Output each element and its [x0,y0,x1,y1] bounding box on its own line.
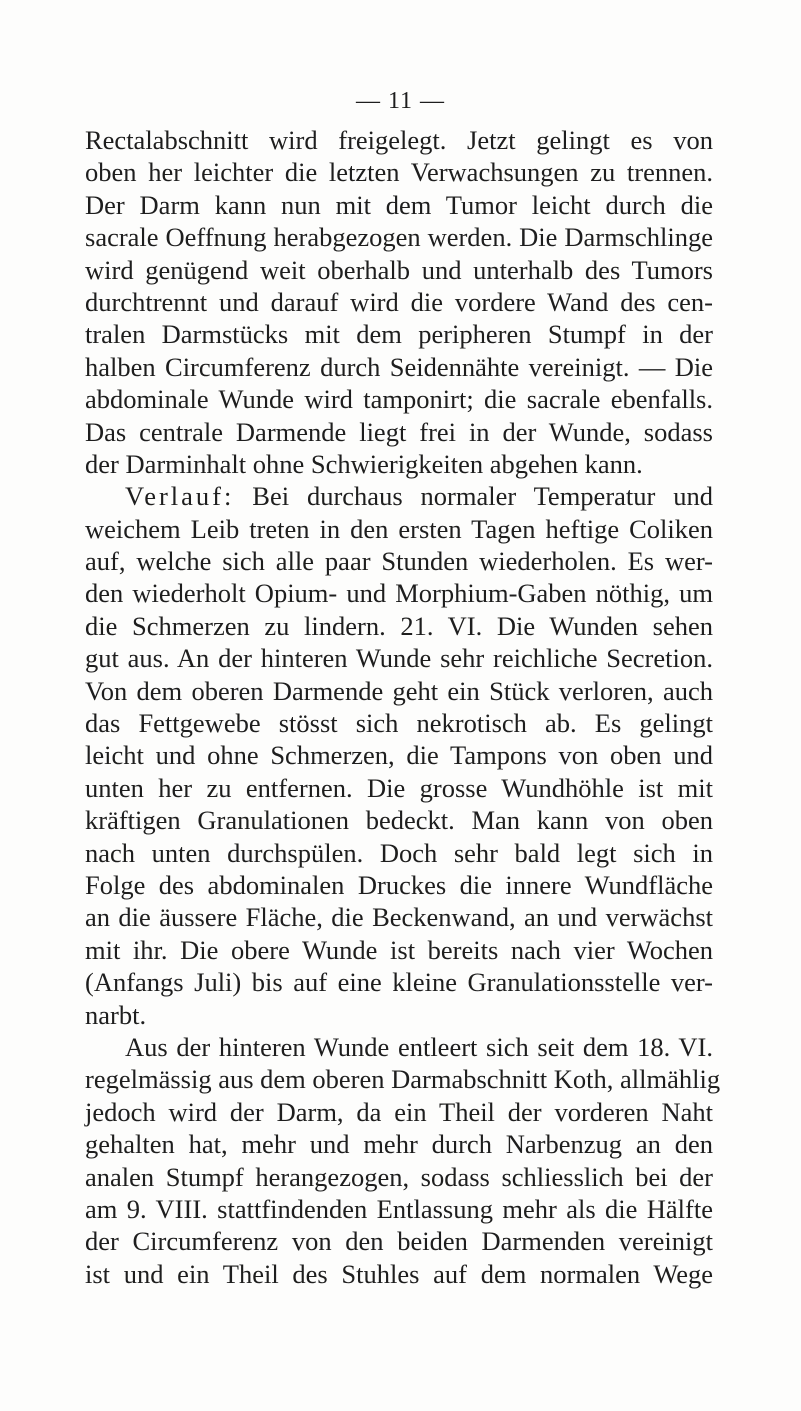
text-line: mit ihr. Die obere Wunde ist bereits nach vier Wochen [85,934,713,965]
text-line: gehalten hat, mehr und mehr durch Narbenzug an den [85,1129,713,1160]
text-line: Der Darm kann nun mit dem Tumor leicht durch die [85,189,713,220]
text-line: das Fettgewebe stösst sich nekrotisch ab. Es gelingt [85,708,713,739]
verlauf-label: Verlauf: [125,481,235,512]
text-line: narbt. [85,999,147,1030]
text-line: auf, welche sich alle paar Stunden wiederholen. Es wer- [85,546,713,577]
text-line: sacrale Oeffnung herabgezogen werden. Die Darmschlinge [85,222,713,253]
text-line: (Anfangs Juli) bis auf eine kleine Granulationsstelle ver- [85,967,713,998]
text-line: wird genügend weit oberhalb und unterhalb des Tumors [85,254,713,285]
text-line: weichem Leib treten in den ersten Tagen heftige Coliken [85,513,713,544]
text-line: gut aus. An der hinteren Wunde sehr reichliche Secretion. [85,643,713,674]
text-line: jedoch wird der Darm, da ein Theil der vorderen Naht [85,1096,713,1127]
text-line: die Schmerzen zu lindern. 21. VI. Die Wunden sehen [85,610,713,641]
text-line: der Darminhalt ohne Schwierigkeiten abgehen kann. [85,448,643,479]
text-line: leicht und ohne Schmerzen, die Tampons von oben und [85,740,713,771]
text-line: Rectalabschnitt wird freigelegt. Jetzt gelingt es von [85,125,713,155]
text-line: Das centrale Darmende liegt frei in der Wunde, sodass [85,416,713,447]
text-line: abdominale Wunde wird tamponirt; die sacrale ebenfalls. [85,384,713,415]
verlauf-line [85,480,713,512]
text-line: der Circumferenz von den beiden Darmenden vereinigt [85,1226,713,1257]
text-line: ist und ein Theil des Stuhles auf dem normalen Wege [85,1258,713,1289]
text-line: analen Stumpf herangezogen, sodass schliesslich bei der [85,1161,713,1192]
text-line: an die äussere Fläche, die Beckenwand, an und verwächst [85,902,713,933]
verlauf-text: Bei durchaus normaler Temperatur und [252,481,713,512]
text-line: oben her leichter die letzten Verwachsungen zu trennen. [85,157,713,188]
text-line: Folge des abdominalen Druckes die innere Wundfläche [85,869,713,900]
text-line: tralen Darmstücks mit dem peripheren Stumpf in der [85,319,713,350]
body-text [85,124,721,1290]
text-line: unten her zu entfernen. Die grosse Wundhöhle ist mit [85,772,713,803]
text-line: Aus der hinteren Wunde entleert sich seit dem 18. VI. [125,1031,713,1062]
page-number: — 11 — [355,88,446,114]
text-line: durchtrennt und darauf wird die vordere Wand des cen- [85,286,713,317]
text-line: nach unten durchspülen. Doch sehr bald legt sich in [85,837,713,868]
text-line: am 9. VIII. stattfindenden Entlassung mehr als die Hälfte [85,1193,713,1224]
text-line: den wiederholt Opium- und Morphium-Gaben nöthig, um [85,578,713,609]
text-line: kräftigen Granulationen bedeckt. Man kann von oben [85,805,713,836]
text-line: Von dem oberen Darmende geht ein Stück verloren, auch [85,675,713,706]
text-line: halben Circumferenz durch Seidennähte vereinigt. — Die [85,351,713,382]
text-line: regelmässig aus dem oberen Darmabschnitt Koth, allmählig [85,1064,721,1095]
